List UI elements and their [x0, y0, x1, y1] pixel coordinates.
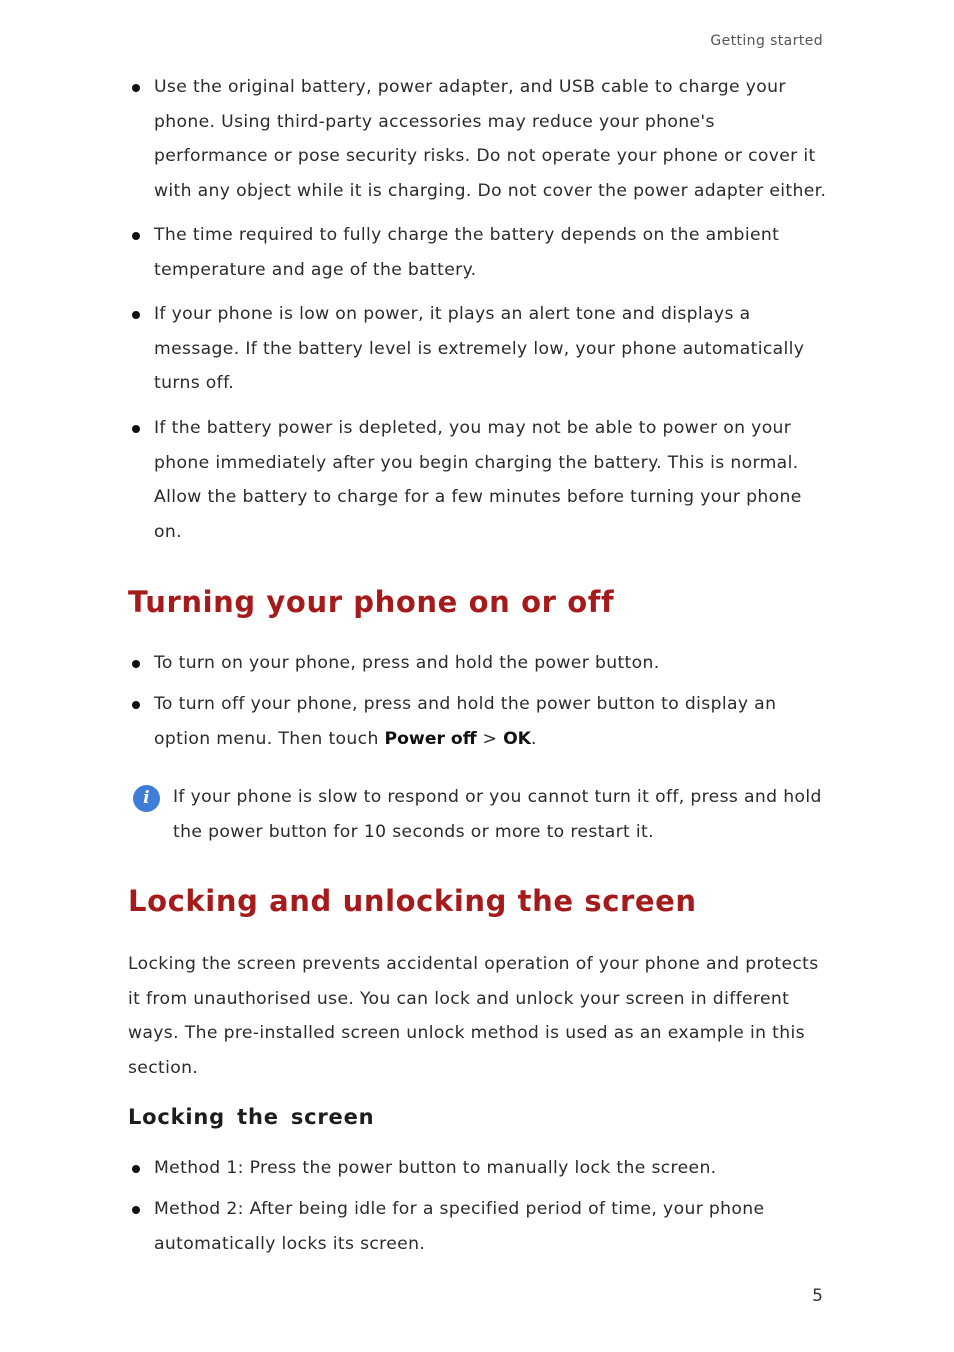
sentence-end: . — [531, 728, 537, 749]
info-icon: i — [133, 785, 160, 812]
list-item — [128, 297, 828, 401]
menu-separator: > — [476, 728, 504, 749]
list-item — [128, 411, 828, 549]
list-item — [128, 687, 828, 756]
list-item — [128, 646, 828, 681]
list-item-text: If the battery power is depleted, you may not be able to power on your phone immediately after you begin charging the battery. This is normal. Allow the battery to charge for a few minutes before turning your phone on. — [154, 418, 802, 542]
ok-label: OK — [503, 728, 531, 749]
section-title-power: Turning your phone on or off — [128, 585, 615, 619]
page-number: 5 — [812, 1286, 823, 1306]
list-item-text: If your phone is low on power, it plays an alert tone and displays a message. If the battery level is extremely low, your phone automatically turns off. — [154, 304, 805, 393]
list-item-text: Method 2: After being idle for a specified period of time, your phone automatically locks its screen. — [154, 1199, 765, 1254]
instruction-text: To turn off your phone, press and hold the power button to display an option menu. Then touch — [154, 694, 777, 749]
bullet-icon — [132, 425, 140, 433]
list-item-text — [154, 687, 828, 756]
list-item-text: Use the original battery, power adapter, and USB cable to charge your phone. Using third-party accessories may reduce your phone's performance or pose security risks. Do not operate your phone or cover it with any object while it is charging. Do not cover the power adapter either. — [154, 77, 827, 201]
note-text: If your phone is slow to respond or you cannot turn it off, press and hold the power button for 10 seconds or more to restart it. — [173, 787, 822, 842]
bullet-icon — [132, 84, 140, 92]
list-item — [128, 1151, 828, 1186]
list-item-text: To turn on your phone, press and hold the power button. — [154, 653, 660, 673]
list-item-text: The time required to fully charge the battery depends on the ambient temperature and age of the battery. — [154, 225, 780, 280]
section-title-lock: Locking and unlocking the screen — [128, 884, 697, 918]
bullet-icon — [132, 232, 140, 240]
subsection-title: Locking the screen — [128, 1105, 375, 1129]
bullet-icon — [132, 311, 140, 319]
bullet-icon — [132, 701, 140, 709]
running-header: Getting started — [710, 33, 823, 49]
list-item — [128, 70, 828, 208]
bullet-icon — [132, 1206, 140, 1214]
section-intro: Locking the screen prevents accidental operation of your phone and protects it from unauthorised use. You can lock and unlock your screen in different ways. The pre-installed screen unlock method is used as an example in this section. — [128, 954, 819, 1078]
list-item — [128, 1192, 828, 1261]
list-item-text: Method 1: Press the power button to manually lock the screen. — [154, 1158, 717, 1178]
note-box — [133, 780, 833, 849]
bullet-icon — [132, 1165, 140, 1173]
list-item — [128, 218, 828, 287]
power-off-label: Power off — [384, 728, 477, 749]
bullet-icon — [132, 660, 140, 668]
